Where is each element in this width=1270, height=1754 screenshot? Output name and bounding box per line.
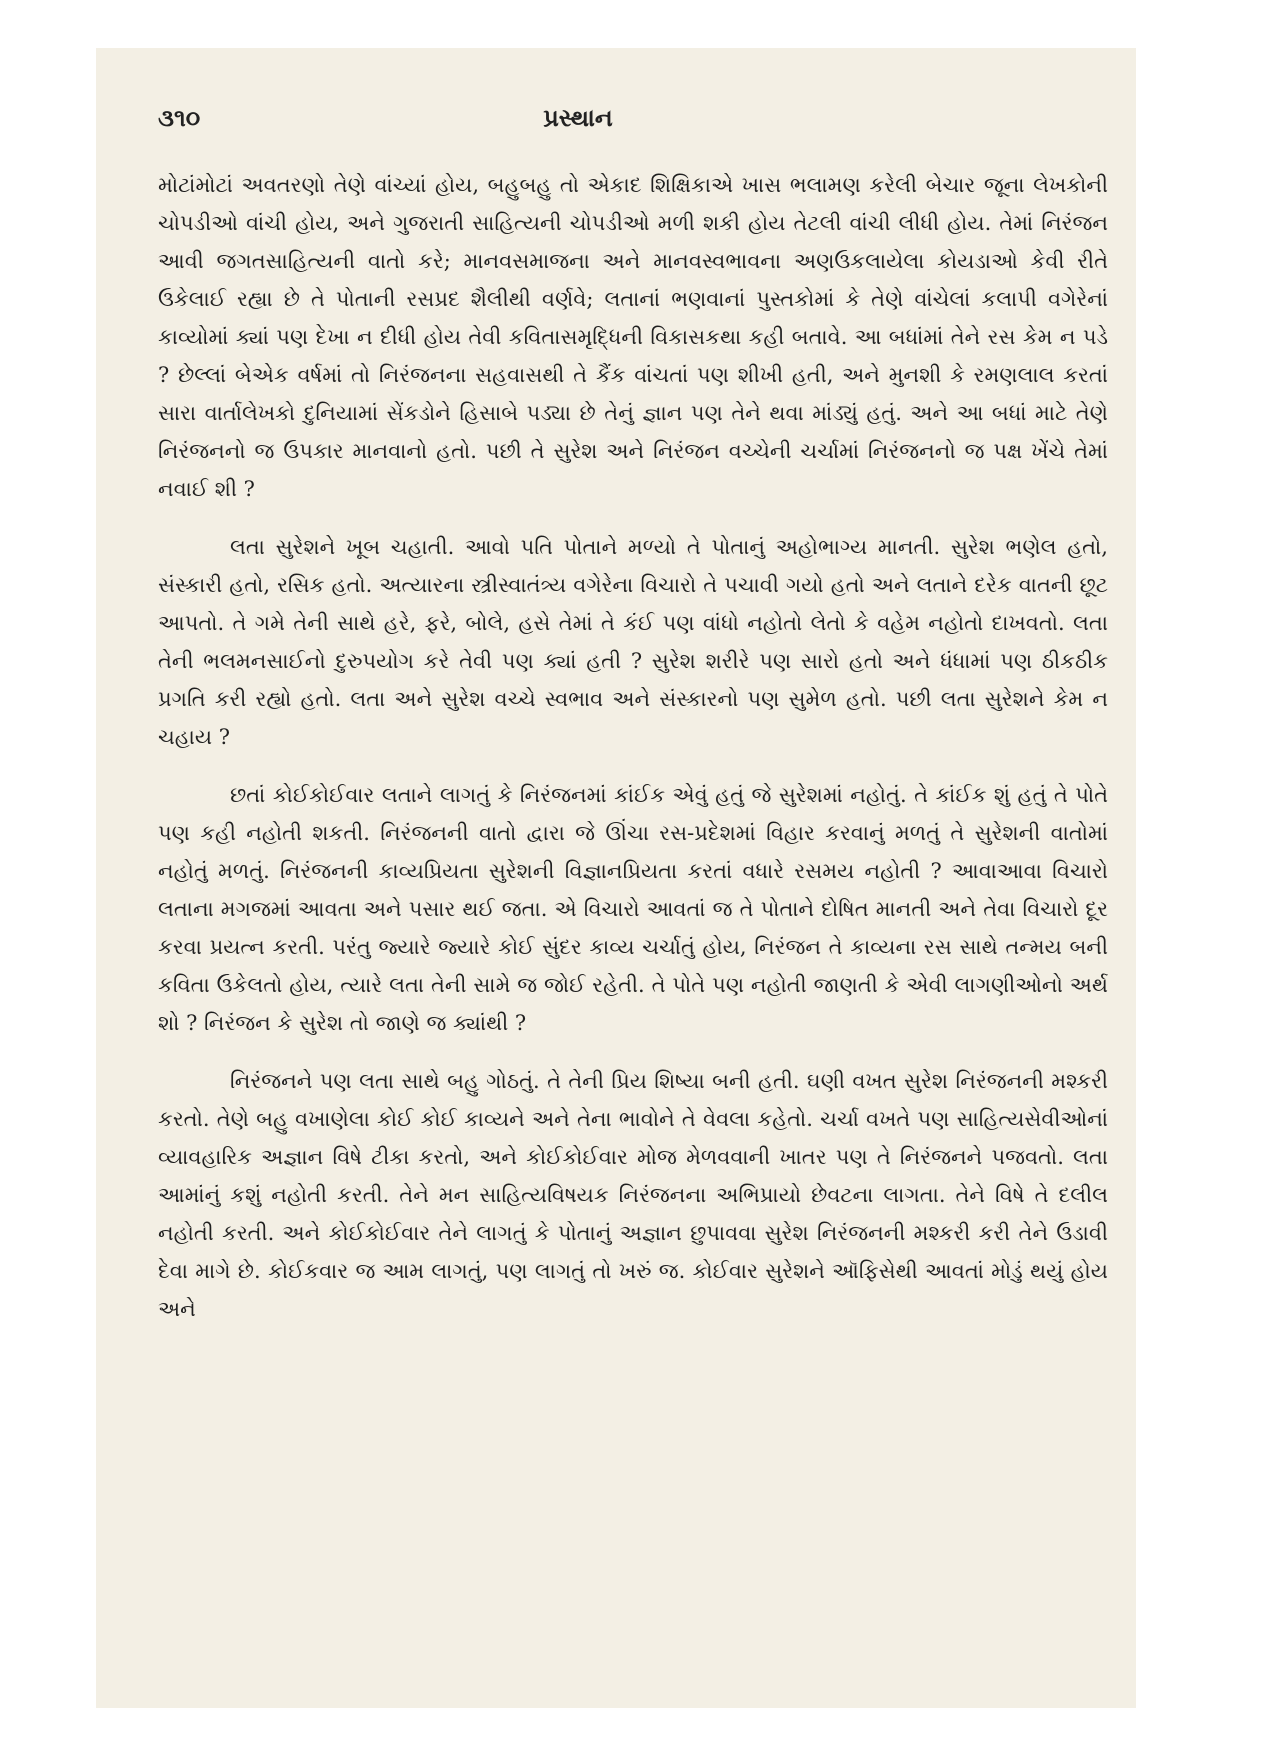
paragraph: છતાં કોઈકોઈવાર લતાને લાગતું કે નિરંજનમાં કાંઈક એવું હતું જે સુરેશમાં નહોતું. તે કાંઈક શું હતું તે પોતે પણ કહી નહોતી શકતી. નિરંજનની વાતો દ્વારા જે ઊંચા રસ-પ્રદેશમાં વિહાર કરવાનું મળતું તે સુરેશની વાતોમાં નહોતું મળતું. નિરંજનની કાવ્યપ્રિયતા સુરેશની વિજ્ઞાનપ્રિયતા કરતાં વધારે રસમય નહોતી ? આવાઆવા વિચારો લતાના મગજમાં આવતા અને પસાર થઈ જતા. એ વિચારો આવતાં જ તે પોતાને દોષિત માનતી અને તેવા વિચારો દૂર કરવા પ્રયત્ન કરતી. પરંતુ જ્યારે જ્યારે કોઈ સુંદર કાવ્ય ચર્ચાતું હોય, નિરંજન તે કાવ્યના રસ સાથે તન્મય બની કવિતા ઉકેલતો હોય, ત્યારે લતા તેની સામે જ જોઈ રહેતી. તે પોતે પણ નહોતી જાણતી કે એવી લાગણીઓનો અર્થ શો ? નિરંજન કે સુરેશ તો જાણે જ ક્યાંથી ? [158, 783, 1108, 1035]
paragraph: મોટાંમોટાં અવતરણો તેણે વાંચ્યાં હોય, બહુબહુ તો એકાદ શિક્ષિકાએ ખાસ ભલામણ કરેલી બેચાર જૂના લેખકોની ચોપડીઓ વાંચી હોય, અને ગુજરાતી સાહિત્યની ચોપડીઓ મળી શકી હોય તેટલી વાંચી લીધી હોય. તેમાં નિરંજન આવી જગતસાહિત્યની વાતો કરે; માનવસમાજના અને માનવસ્વભાવના અણઉકલાયેલા કોયડાઓ કેવી રીતે ઉકેલાઈ રહ્યા છે તે પોતાની રસપ્રદ શૈલીથી વર્ણવે; લતાનાં ભણવાનાં પુસ્તકોમાં કે તેણે વાંચેલાં કલાપી વગેરેનાં કાવ્યોમાં ક્યાં પણ દેખા ન દીધી હોય તેવી કવિતાસમૃદ્ધિની વિકાસકથા કહી બતાવે. આ બધાંમાં તેને રસ કેમ ન પડે ? છેલ્લાં બેએક વર્ષમાં તો નિરંજનના સહવાસથી તે કૈંક વાંચતાં પણ શીખી હતી, અને મુનશી કે રમણલાલ કરતાં સારા વાર્તાલેખકો દુનિયામાં સેંકડોને હિસાબે પડ્યા છે તેનું જ્ઞાન પણ તેને થવા માંડ્યું હતું. અને આ બધાં માટે તેણે નિરંજનનો જ ઉપકાર માનવાનો હતો. પછી તે સુરેશ અને નિરંજન વચ્ચેની ચર્ચામાં નિરંજનનો જ પક્ષ ખેંચે તેમાં નવાઈ શી ? [158, 173, 1108, 501]
page-header [158, 100, 1118, 140]
running-title: પ્રસ્થાન [543, 104, 613, 132]
page-number: ૩૧૦ [158, 104, 201, 132]
paragraph: નિરંજનને પણ લતા સાથે બહુ ગોઠતું. તે તેની પ્રિય શિષ્યા બની હતી. ઘણી વખત સુરેશ નિરંજનની મશ્કરી કરતો. તેણે બહુ વખાણેલા કોઈ કોઈ કાવ્યને અને તેના ભાવોને તે વેવલા કહેતો. ચર્ચા વખતે પણ સાહિત્યસેવીઓનાં વ્યાવહારિક અજ્ઞાન વિષે ટીકા કરતો, અને કોઈકોઈવાર મોજ મેળવવાની ખાતર પણ તે નિરંજનને પજવતો. લતા આમાંનું કશું નહોતી કરતી. તેને મન સાહિત્યવિષયક નિરંજનના અભિપ્રાયો છેવટના લાગતા. તેને વિષે તે દલીલ નહોતી કરતી. અને કોઈકોઈવાર તેને લાગતું કે પોતાનું અજ્ઞાન છુપાવવા સુરેશ નિરંજનની મશ્કરી કરી તેને ઉડાવી દેવા માગે છે. કોઈકવાર જ આમ લાગતું, પણ લાગતું તો ખરું જ. કોઈવાર સુરેશને ઑફિસેથી આવતાં મોડું થયું હોય અને [158, 1069, 1108, 1321]
body-text [158, 166, 1108, 1348]
paragraph: લતા સુરેશને ખૂબ ચહાતી. આવો પતિ પોતાને મળ્યો તે પોતાનું અહોભાગ્ય માનતી. સુરેશ ભણેલ હતો, સંસ્કારી હતો, રસિક હતો. અત્યારના સ્ત્રીસ્વાતંત્ર્ય વગેરેના વિચારો તે પચાવી ગયો હતો અને લતાને દરેક વાતની છૂટ આપતો. તે ગમે તેની સાથે હરે, ફરે, બોલે, હસે તેમાં તે કંઈ પણ વાંધો નહોતો લેતો કે વહેમ નહોતો દાખવતો. લતા તેની ભલમનસાઈનો દુરુપયોગ કરે તેવી પણ ક્યાં હતી ? સુરેશ શરીરે પણ સારો હતો અને ધંધામાં પણ ઠીકઠીક પ્રગતિ કરી રહ્યો હતો. લતા અને સુરેશ વચ્ચે સ્વભાવ અને સંસ્કારનો પણ સુમેળ હતો. પછી લતા સુરેશને કેમ ન ચહાય ? [158, 535, 1108, 749]
